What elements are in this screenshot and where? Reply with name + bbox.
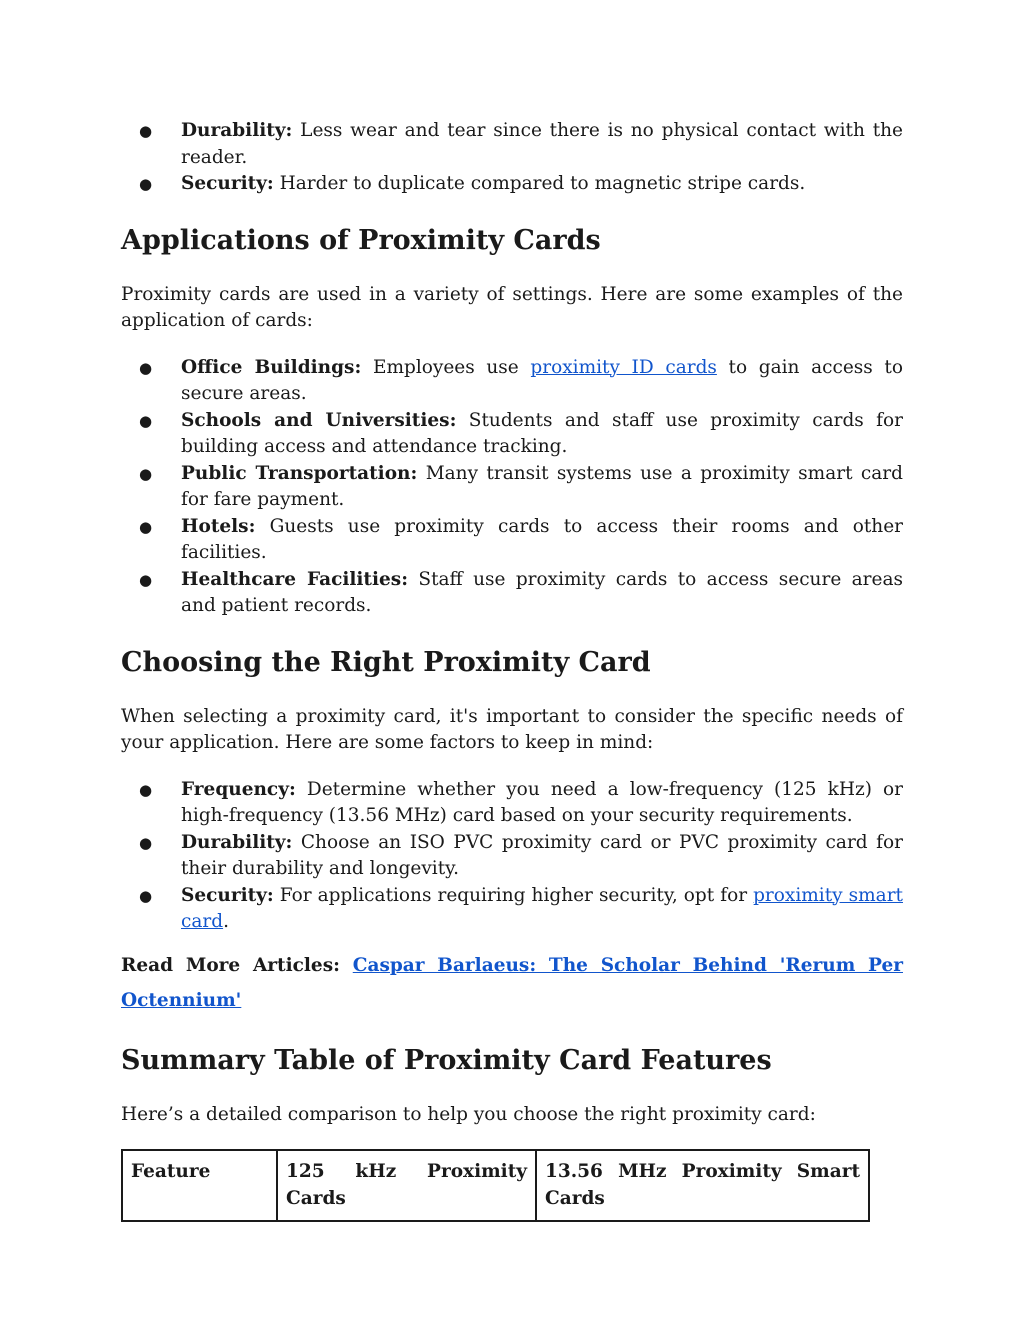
table-header-cell: 125 kHz Proximity Cards bbox=[277, 1150, 536, 1221]
choosing-paragraph: When selecting a proximity card, it's important to consider the specific needs of your application. Here are some factors to keep in mind: bbox=[121, 705, 903, 753]
bullet-text: Students and staff use proximity cards for building access and attendance tracking. bbox=[181, 409, 903, 457]
bullet-label: Public Transportation: bbox=[181, 462, 418, 484]
bullet-label: Security: bbox=[181, 173, 274, 194]
read-more-label: Read More Articles: bbox=[121, 954, 340, 976]
bullet-text: Less wear and tear since there is no physical contact with the reader. bbox=[181, 120, 903, 168]
bullet-icon: ● bbox=[139, 780, 153, 799]
list-item bbox=[121, 118, 903, 171]
read-more-article-link[interactable]: Caspar Barlaeus: The Scholar Behind 'Rerum Per Octennium' bbox=[121, 954, 903, 1011]
bullet-text: For applications requiring higher security, opt for bbox=[273, 884, 754, 906]
bullet-label: Healthcare Facilities: bbox=[181, 568, 409, 590]
bullet-label: Security: bbox=[181, 884, 274, 906]
bullet-icon: ● bbox=[139, 517, 153, 536]
list-item bbox=[121, 408, 903, 461]
bullet-label: Frequency: bbox=[181, 778, 296, 800]
bullet-text: Determine whether you need a low-frequency (125 kHz) or high-frequency (13.56 MHz) card based on your security requirements. bbox=[181, 778, 903, 826]
list-item bbox=[121, 171, 903, 198]
bullet-label: Office Buildings: bbox=[181, 356, 362, 378]
intro-bullet-list bbox=[121, 118, 903, 198]
summary-paragraph: Here’s a detailed comparison to help you choose the right proximity card: bbox=[121, 1103, 816, 1125]
list-item bbox=[121, 777, 903, 830]
list-item bbox=[121, 514, 903, 567]
bullet-text: Staff use proximity cards to access secure areas and patient records. bbox=[181, 568, 904, 616]
list-item bbox=[121, 567, 903, 620]
summary-heading: Summary Table of Proximity Card Features bbox=[121, 1044, 772, 1076]
list-item bbox=[121, 830, 903, 883]
bullet-icon: ● bbox=[139, 833, 153, 852]
bullet-text: Guests use proximity cards to access their rooms and other facilities. bbox=[181, 515, 903, 563]
list-item bbox=[121, 355, 903, 408]
table-header-cell: Feature bbox=[122, 1150, 277, 1221]
bullet-text: Harder to duplicate compared to magnetic stripe cards. bbox=[273, 173, 806, 194]
bullet-label: Durability: bbox=[181, 120, 293, 141]
bullet-text: . bbox=[223, 911, 229, 932]
bullet-icon: ● bbox=[139, 122, 153, 140]
bullet-text: to gain access to secure areas. bbox=[181, 356, 904, 404]
proximity-id-cards-link[interactable]: proximity ID cards bbox=[530, 356, 717, 378]
bullet-label: Schools and Universities: bbox=[181, 409, 457, 431]
applications-heading: Applications of Proximity Cards bbox=[121, 224, 601, 256]
bullet-text: Many transit systems use a proximity smart card for fare payment. bbox=[181, 462, 903, 510]
list-item bbox=[121, 883, 903, 936]
bullet-icon: ● bbox=[139, 570, 153, 589]
document-page bbox=[121, 118, 903, 1222]
bullet-icon: ● bbox=[139, 175, 153, 193]
read-more bbox=[121, 948, 903, 1018]
choosing-heading: Choosing the Right Proximity Card bbox=[121, 646, 651, 678]
bullet-icon: ● bbox=[139, 411, 153, 430]
applications-paragraph: Proximity cards are used in a variety of settings. Here are some examples of the application of cards: bbox=[121, 283, 903, 331]
features-table bbox=[121, 1149, 870, 1222]
bullet-icon: ● bbox=[139, 358, 153, 377]
bullet-icon: ● bbox=[139, 886, 153, 905]
applications-bullet-list bbox=[121, 355, 903, 620]
bullet-text: Employees use bbox=[361, 356, 531, 378]
proximity-smart-card-link[interactable]: proximity smart card bbox=[181, 884, 903, 932]
bullet-label: Durability: bbox=[181, 831, 293, 853]
bullet-icon: ● bbox=[139, 464, 153, 483]
table-header-row bbox=[122, 1150, 869, 1221]
bullet-text: Choose an ISO PVC proximity card or PVC proximity card for their durability and longevity. bbox=[181, 831, 903, 879]
choosing-bullet-list bbox=[121, 777, 903, 936]
table-header-cell: 13.56 MHz Proximity Smart Cards bbox=[536, 1150, 869, 1221]
bullet-label: Hotels: bbox=[181, 515, 256, 537]
list-item bbox=[121, 461, 903, 514]
